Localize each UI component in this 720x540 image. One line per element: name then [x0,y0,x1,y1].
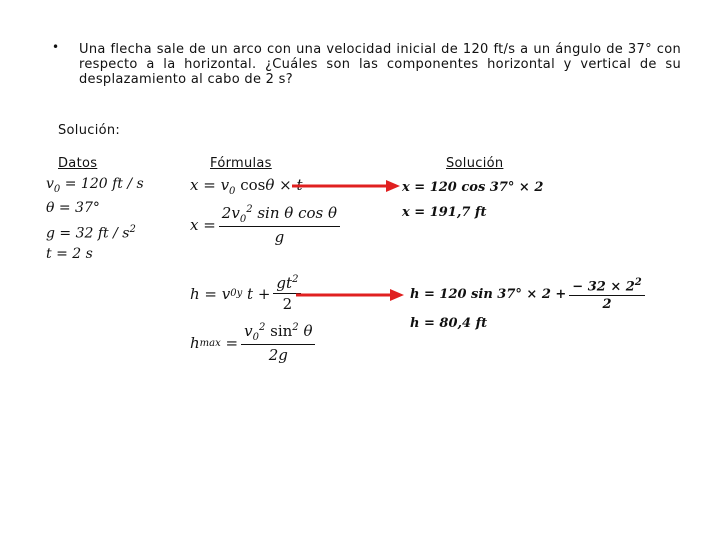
solution-x-calculation: x = 120 cos 37° × 2 [402,180,544,195]
column-heading-solucion: Solución [446,156,504,171]
formula-h-max: h max = $\frac{v_0^2 \sin^2 \theta}{2g}$ [190,322,318,364]
datum-time: t = 2 s [46,246,93,262]
formula-x-range: x = $\frac{2v_0^2 \sin \theta \cos \theta}{g}$ [190,204,343,246]
solution-h-result: h = 80,4 ft [410,316,488,331]
datum-initial-velocity: $v_0 = 120$ ft / s [46,176,144,195]
solution-heading: Solución: [58,123,121,138]
column-heading-datos: Datos [58,156,98,171]
problem-statement: Una flecha sale de un arco con una velocidad inicial de 120 ft/s a un ángulo de 37° con respecto a la horizontal. ¿Cuáles son las componentes horizontal y vertical de su desplazamiento al cabo de 2 s? [79,42,681,87]
solution-x-result: x = 191,7 ft [402,205,487,220]
datum-gravity: g = 32 ft / $s^2$ [46,224,136,242]
bullet-marker: • [52,40,60,54]
solution-h-calculation: h = 120 sin 37° × 2 + $\frac{- 32 \times 2^2}{2}$ [410,277,648,312]
arrow-to-x-solution [290,178,402,194]
formula-h-vertical: h = v 0y t + $\frac{gt^2}{2}$ [190,274,304,313]
arrow-to-h-solution [294,287,406,303]
column-heading-formulas: Fórmulas [210,156,272,171]
formula-x-horizontal: $x = v_0$ cosθ × t [190,176,303,197]
datum-angle: θ = 37° [46,200,100,216]
